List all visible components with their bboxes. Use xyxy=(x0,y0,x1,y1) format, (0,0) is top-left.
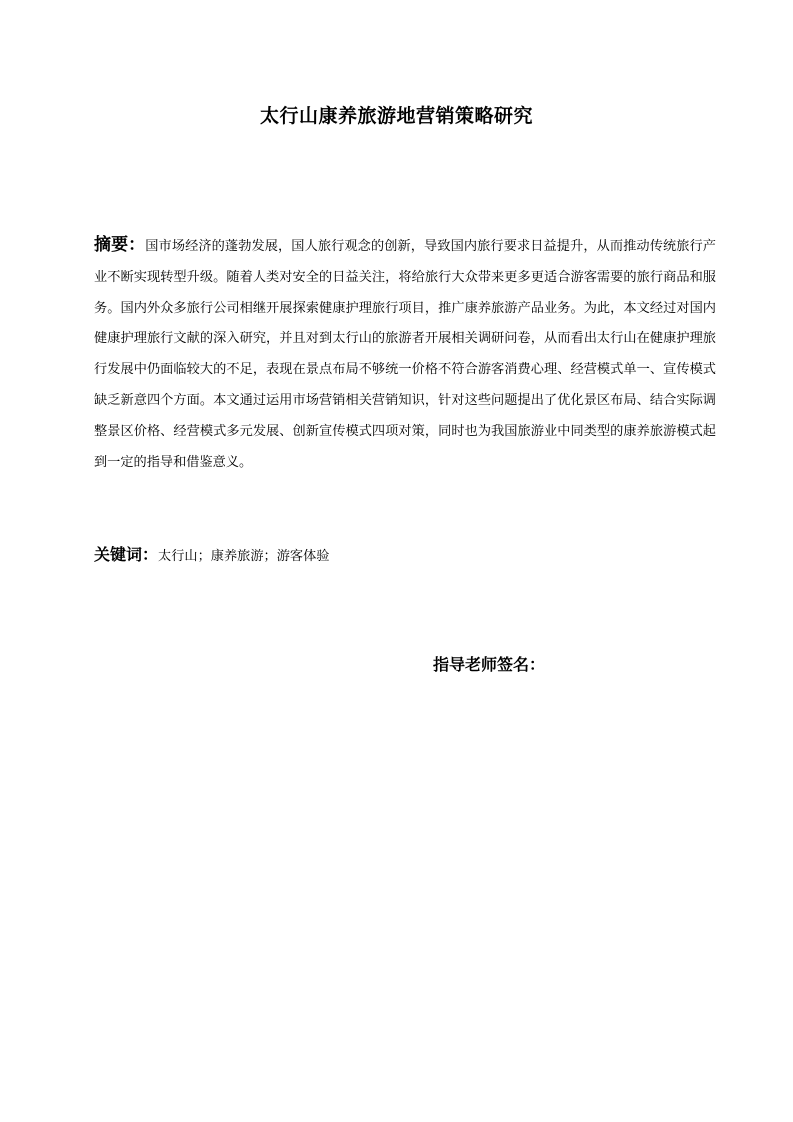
page-title: 太行山康养旅游地营销策略研究 xyxy=(259,105,533,127)
keywords-label: 关键词： xyxy=(94,545,159,564)
abstract-text: 国市场经济的蓬勃发展，国人旅行观念的创新，导致国内旅行要求日益提升，从而推动传统旅行产业不断实现转型升级。随着人类对安全的日益关注，将给旅行大众带来更多更适合游客需要的旅行商品和服务。国内外众多旅行公司相继开展探索健康护理旅行项目，推广康养旅游产品业务。为此，本文经过对国内健康护理旅行文献的深入研究，并且对到太行山的旅游者开展相关调研问卷，从而看出太行山在健康护理旅行发展中仍面临较大的不足，表现在景点布局不够统一价格不符合游客消费心理、经营模式单一、宣传模式缺乏新意四个方面。本文通过运用市场营销相关营销知识，针对这些问题提出了优化景区布局、结合实际调整景区价格、经营模式多元发展、创新宣传模式四项对策，同时也为我国旅游业中同类型的康养旅游模式起到一定的指导和借鉴意义。 xyxy=(94,239,716,470)
advisor-signature-label: 指导老师签名： xyxy=(433,655,546,674)
keywords-text: 太行山；康养旅游；游客体验 xyxy=(158,549,330,564)
abstract-label: 摘要： xyxy=(94,235,146,255)
keywords-line xyxy=(94,541,716,571)
abstract-paragraph xyxy=(94,230,716,478)
